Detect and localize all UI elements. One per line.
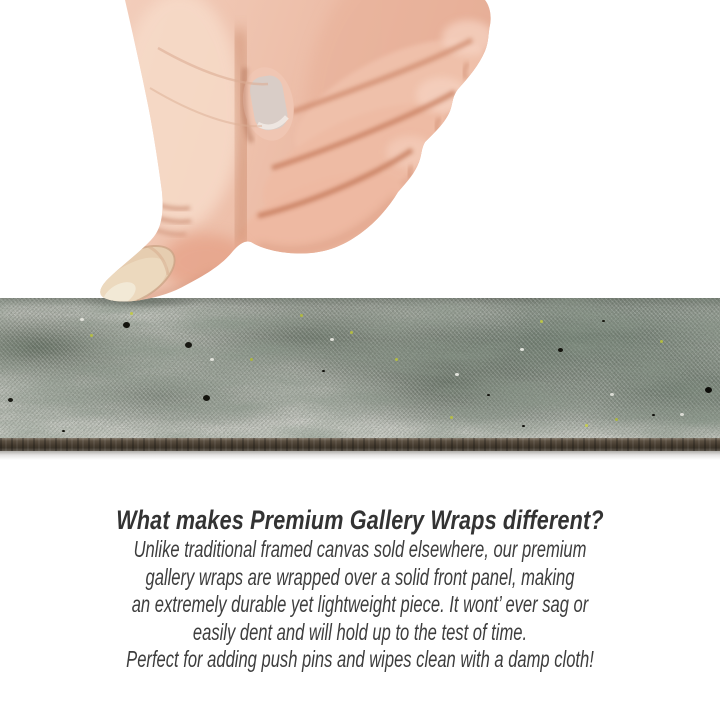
- description-block: [0, 504, 720, 674]
- canvas-texture-face: [0, 298, 720, 438]
- canvas-paint-mottle: [0, 298, 720, 438]
- description-line: an extremely durable yet lightweight piece. It wont’ ever sag or: [131, 591, 589, 617]
- description-line: Unlike traditional framed canvas sold elsewhere, our premium: [133, 536, 587, 562]
- hand-pressing-thumb-photo: [0, 0, 720, 310]
- canvas-bottom-edge: [0, 438, 720, 451]
- canvas-yellow-speckles: [350, 331, 353, 334]
- description-heading: What makes Premium Gallery Wraps different?: [116, 505, 604, 535]
- description-line: gallery wraps are wrapped over a solid front panel, making: [145, 563, 575, 590]
- canvas-drop-shadow: [0, 451, 720, 460]
- canvas-black-speckles: [123, 322, 130, 328]
- canvas-white-flecks: [210, 358, 214, 361]
- description-line: Perfect for adding push pins and wipes clean with a damp cloth!: [126, 646, 594, 672]
- description-line: easily dent and will hold up to the test of time.: [192, 618, 528, 645]
- canvas-edge-photo: [0, 298, 720, 451]
